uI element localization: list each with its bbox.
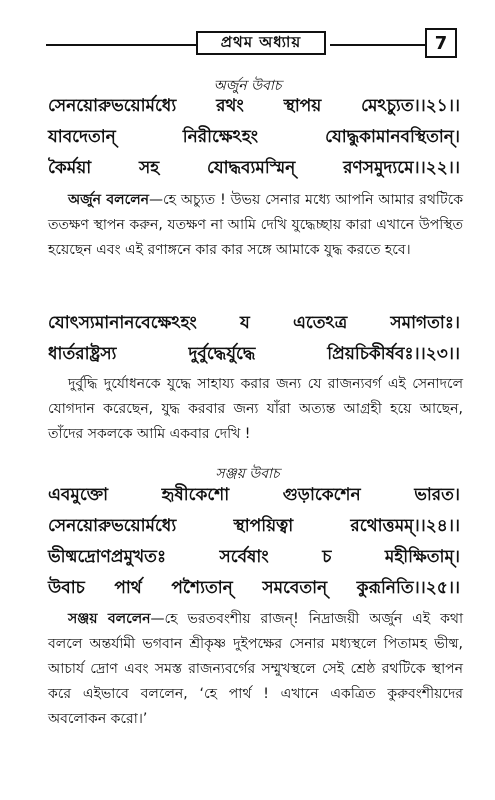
translation-paragraph — [48, 188, 463, 263]
verse-word: উবাচ — [48, 578, 85, 598]
verse-word: রথং — [216, 96, 244, 116]
verse-line — [48, 311, 460, 337]
verse-word: চ — [322, 547, 332, 567]
verse-word: এতেঽত্র — [293, 313, 348, 333]
verse-word: মহীক্ষিতাম্। — [384, 547, 460, 567]
verse-word: প্রিয়চিকীর্ষবঃ।।২৩।। — [327, 344, 460, 364]
verse-word: গুড়াকেশেন — [282, 485, 361, 505]
verse-line — [48, 125, 460, 151]
verse-word: কুরূনিতি।।২৫।। — [356, 578, 460, 598]
verse-word: হৃষীকেশো — [161, 485, 230, 505]
verse-word: স্থাপয়িত্বা — [233, 516, 294, 536]
verse-line — [48, 576, 460, 602]
verse-line — [48, 94, 460, 120]
verse-word: য — [240, 313, 250, 333]
translation-text: —হে ভরতবংশীয় রাজন্! নিদ্রাজয়ী অর্জুন এই কথা বললে অন্তর্যামী ভগবান শ্রীকৃষ্ণ দুইপক্ষের সেনার মধ্যস্থলে পিতামহ ভীষ্ম, আচার্য দ্রোণ এবং সমস্ত রাজন্যবর্গের সম্মুখস্থলে সেই শ্রেষ্ঠ রথটিকে স্থাপন করে এইভাবে বললেন, ‘হে পার্থ ! এখানে একত্রিত কুরুবংশীয়দের অবলোকন করো।’ — [48, 611, 464, 727]
header-rule-right — [330, 44, 425, 46]
verse-word: সমবেতান্ — [262, 578, 328, 598]
verse-word: মেঽচ্যুত।।২১।। — [361, 96, 460, 116]
verse-word: যাবদেতান্ — [48, 127, 116, 147]
verse-word: যোদ্ধব্যমস্মিন্ — [206, 158, 296, 178]
verse-word: ভারত। — [414, 485, 460, 505]
verse-word: ভীষ্মদ্রোণপ্রমুখতঃ — [48, 547, 167, 567]
speaker-heading-arjuna: অর্জুন উবাচ — [213, 78, 282, 94]
verse-line — [48, 514, 460, 540]
verse-word: সর্বেষাং — [219, 547, 269, 567]
verse-word: যোদ্ধুকামানবস্থিতান্। — [325, 127, 460, 147]
verse-word: সহ — [138, 158, 160, 178]
translation-lead: সঞ্জয় বললেন — [68, 611, 151, 627]
verse-word: স্থাপয় — [283, 96, 322, 116]
verse-line — [48, 342, 460, 368]
verse-line — [48, 483, 460, 509]
verse-word: পার্থ — [114, 578, 142, 598]
verse-line — [48, 545, 460, 571]
verse-word: পশ্যৈতান্ — [171, 578, 233, 598]
translation-paragraph — [48, 372, 463, 447]
verse-word: রথোত্তমম্।।২৪।। — [350, 516, 460, 536]
verse-word: যোৎস্যমানানবেক্ষেঽহং — [48, 313, 197, 333]
chapter-title: প্রথম অধ্যায় — [196, 31, 326, 55]
translation-paragraph — [48, 607, 463, 732]
verse-word: সেনয়োরুভয়োর্মধ্যে — [48, 96, 177, 116]
header-rule-left — [46, 44, 196, 46]
verse-word: নিরীক্ষেঽহং — [182, 127, 259, 147]
verse-word: দুর্বুদ্ধের্যুদ্ধে — [188, 344, 256, 364]
verse-word: সমাগতাঃ। — [390, 313, 460, 333]
verse-word: সেনয়োরুভয়োর্মধ্যে — [48, 516, 177, 536]
verse-word: এবমুক্তো — [48, 485, 109, 505]
verse-word: রণসমুদ্যমে।।২২।। — [343, 158, 460, 178]
verse-word: ধার্তরাষ্ট্রস্য — [48, 344, 117, 364]
translation-text: —হে অচ্যুত ! উভয় সেনার মধ্যে আপনি আমার রথটিকে ততক্ষণ স্থাপন করুন, যতক্ষণ না আমি দেখি যুদ্ধেচ্ছায় কারা এখানে উপস্থিত হয়েছেন এবং এই রণাঙ্গনে কার কার সঙ্গে আমাকে যুদ্ধ করতে হবে। — [48, 192, 463, 258]
page-number: 7 — [425, 28, 457, 58]
translation-lead: অর্জুন বললেন — [68, 192, 149, 208]
verse-word: কৈর্ময়া — [48, 158, 92, 178]
speaker-heading-sanjaya: সঞ্জয় উবাচ — [215, 466, 280, 482]
translation-text: দুর্বুদ্ধি দুর্যোধনকে যুদ্ধে সাহায্য করার জন্য যে রাজন্যবর্গ এই সেনাদলে যোগদান করেছেন, যুদ্ধ করবার জন্য যাঁরা অত্যন্ত আগ্রহী হয়ে আছেন, তাঁদের সকলকে আমি একবার দেখি ! — [48, 376, 463, 442]
verse-line — [48, 156, 460, 182]
